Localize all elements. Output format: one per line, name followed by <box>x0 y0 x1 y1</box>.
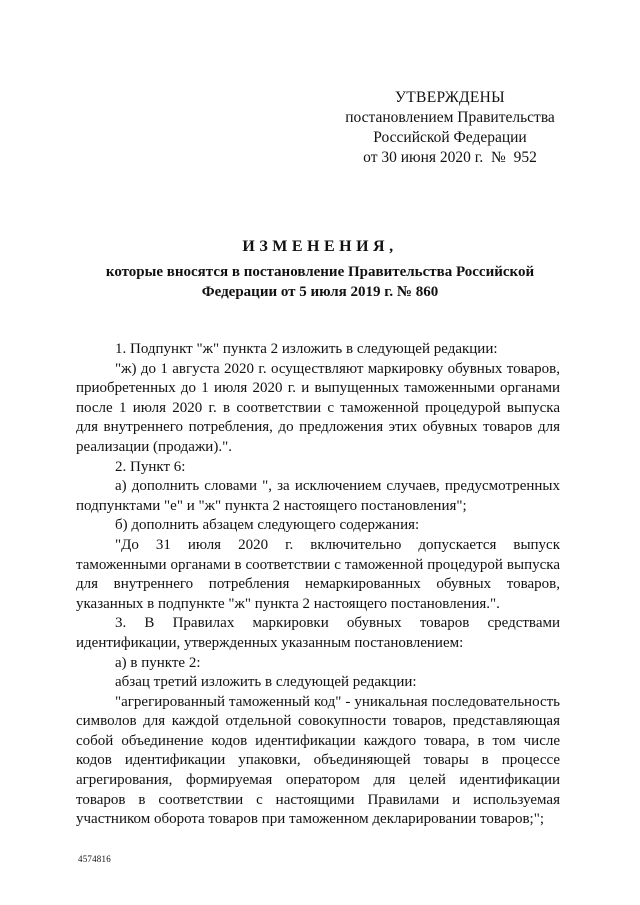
approved-title: УТВЕРЖДЕНЫ <box>395 89 505 106</box>
paragraph: 2. Пункт 6: <box>115 458 186 475</box>
paragraph: б) дополнить абзацем следующего содержания: <box>115 517 420 534</box>
document-body <box>76 340 560 830</box>
paragraph: "ж) до 1 августа 2020 г. осуществляют маркировку обувных товаров, приобретенных до 1 июля 2020 г. и выпущенных таможенными органами после 1 июля 2020 г. в соответствии с таможенной процедурой выпуска для внутреннего потребления, до предложения этих обувных товаров для реализации (продажи).". <box>76 360 560 455</box>
paragraph: абзац третий изложить в следующей редакции: <box>115 674 417 691</box>
paragraph: а) дополнить словами ", за исключением случаев, предусмотренных подпунктами "е" и "ж" пункта 2 настоящего постановления"; <box>76 478 560 514</box>
document-code: 4574816 <box>78 854 111 864</box>
paragraph: "До 31 июля 2020 г. включительно допускается выпуск таможенными органами в соответствии с таможенной процедурой выпуска для внутреннего потребления немаркированных обувных товаров, указанных в подпункте "ж" пункта 2 настоящего постановления.". <box>76 536 560 612</box>
paragraph: 1. Подпункт "ж" пункта 2 изложить в следующей редакции: <box>115 341 498 357</box>
approved-by-line: постановлением Правительства <box>345 109 555 126</box>
paragraph: а) в пункте 2: <box>115 654 201 671</box>
approved-date-line: от 30 июня 2020 г. № 952 <box>363 149 537 166</box>
approval-stamp <box>330 88 570 168</box>
paragraph: 3. В Правилах маркировки обувных товаров средствами идентификации, утвержденных указанным постановлением: <box>76 615 560 651</box>
paragraph: "агрегированный таможенный код" - уникальная последовательность символов для каждой отдельной совокупности товаров, представляющая собой объединение кодов идентификации каждого товара, в том числе кодов идентификации упаковки, объединяющей товары в процессе агрегирования, формируемая оператором для целей идентификации товаров в соответствии с настоящими Правилами и используемая участником оборота товаров при таможенном декларировании товаров;"; <box>76 693 560 828</box>
approved-org-line: Российской Федерации <box>373 129 527 146</box>
document-title: ИЗМЕНЕНИЯ, <box>242 238 398 255</box>
document-subtitle: которые вносятся в постановление Правительства Российской Федерации от 5 июля 2019 г. № 860 <box>105 264 535 300</box>
